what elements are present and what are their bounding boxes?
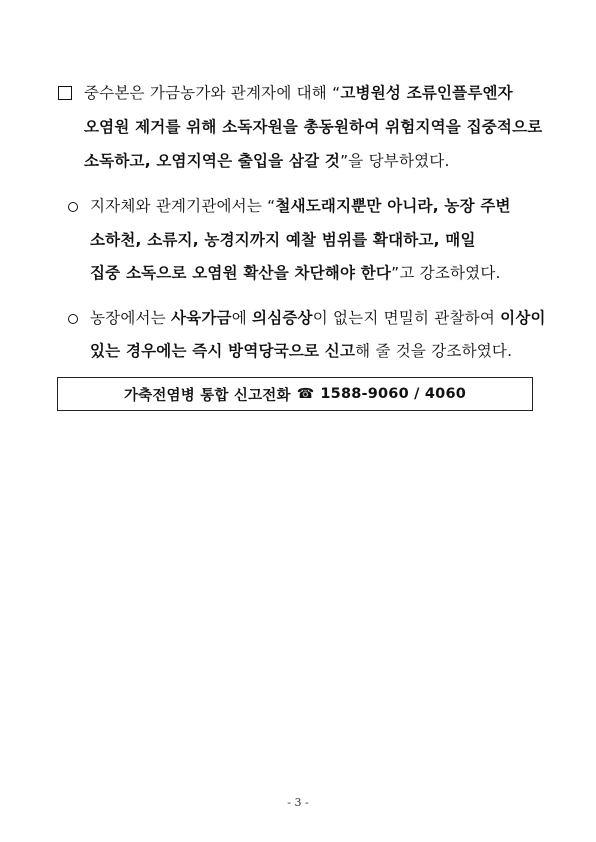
bullet-1-line-3-emphasis: 집중 소독으로 오염원 확산을 차단해야 한다	[90, 264, 392, 282]
bullet-1-line-2-text: 소하천, 소류지, 농경지까지 예찰 범위를 확대하고, 매일	[90, 231, 476, 249]
hotline-box	[57, 377, 533, 411]
bullet-2-line-1-text-a: 농장에서는	[90, 309, 171, 327]
bullet-1-line-3-text: ”고 강조하였다.	[391, 264, 501, 282]
section-line-1-emphasis: 고병원성 조류인플루엔자	[340, 84, 513, 102]
section-line-3	[84, 151, 450, 171]
bullet-2-line-1-emphasis-a: 사육가금	[171, 309, 232, 327]
bullet-1-line-1-text: 지자체와 관계기관에서는 “	[90, 197, 276, 215]
bullet-2-line-1-text-c: 이 없는지 면밀히 관찰하여	[312, 309, 501, 327]
section-square-marker	[58, 86, 72, 100]
section-line-1-text: 중수본은 가금농가와 관계자에 대해 “	[84, 84, 341, 102]
bullet-1-line-1-emphasis: 철새도래지뿐만 아니라, 농장 주변	[275, 197, 511, 215]
bullet-2-line-2-text: 해 줄 것을 강조하였다.	[355, 342, 513, 360]
section-line-3-emphasis: 소독하고, 오염지역은 출입을 삼갈 것	[84, 152, 341, 170]
bullet-2-line-2-emphasis: 있는 경우에는 즉시 방역당국으로 신고	[90, 342, 356, 360]
section-line-2-emphasis: 위험지역을 집중적으로	[385, 118, 543, 136]
section-line-1	[84, 83, 513, 103]
page-number: - 3 -	[287, 796, 309, 809]
bullet-1-line-3	[90, 263, 501, 283]
phone-icon: ☎	[296, 386, 315, 402]
bullet-1-line-2	[90, 230, 476, 250]
bullet-2-line-1-text-b: 에	[231, 309, 253, 327]
hotline-numbers: 1588-9060 / 4060	[320, 386, 467, 402]
section-line-2-text: 오염원 제거를 위해 소독자원을 총동원하여	[84, 118, 386, 136]
bullet-2-line-2	[90, 341, 512, 361]
bullet-1-circle-marker	[68, 202, 78, 212]
bullet-2-line-1-emphasis-b: 의심증상	[252, 309, 313, 327]
bullet-2-line-1-emphasis-c: 이상이	[500, 309, 546, 327]
hotline-label: 가축전염병 통합 신고전화	[123, 387, 291, 404]
bullet-1-line-1	[90, 196, 511, 216]
section-line-2	[84, 117, 542, 137]
section-line-3-text: ”을 당부하였다.	[340, 152, 450, 170]
bullet-2-line-1	[90, 308, 546, 328]
bullet-2-circle-marker	[68, 314, 78, 324]
